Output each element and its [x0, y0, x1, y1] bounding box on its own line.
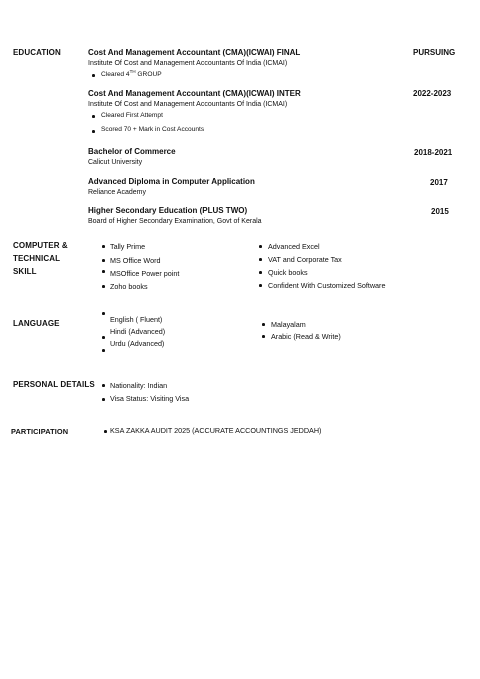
year-bcom: 2018-2021 — [414, 148, 453, 157]
skill-item: Confident With Customized Software — [268, 281, 386, 290]
bullet-icon — [104, 430, 107, 433]
note-scored: Scored 70 + Mark in Cost Accounts — [101, 126, 205, 133]
bullet-icon — [259, 271, 262, 274]
degree-plus-two: Higher Secondary Education (PLUS TWO) — [88, 206, 248, 215]
bullet-icon — [262, 323, 265, 326]
bullet-icon — [92, 130, 95, 133]
institution-diploma: Reliance Academy — [88, 189, 146, 196]
skill-item: Advanced Excel — [268, 242, 320, 251]
skill-item: Quick books — [268, 268, 308, 277]
bullet-icon — [259, 245, 262, 248]
bullet-icon — [259, 258, 262, 261]
institution-bcom: Calicut University — [88, 159, 143, 166]
skill-item: Zoho books — [110, 282, 148, 291]
bullet-icon — [102, 312, 105, 315]
language-heading: LANGUAGE — [13, 319, 60, 328]
bullet-icon — [92, 115, 95, 118]
bullet-icon — [102, 285, 105, 288]
personal-heading: PERSONAL DETAILS — [13, 380, 95, 389]
skill-item: MS Office Word — [110, 256, 161, 265]
skill-item: VAT and Corporate Tax — [268, 255, 342, 264]
language-item: Urdu (Advanced) — [110, 339, 165, 348]
bullet-icon — [102, 349, 105, 352]
institution-plus-two: Board of Higher Secondary Examination, Govt of Kerala — [88, 218, 262, 225]
education-heading: EDUCATION — [13, 48, 61, 57]
note-cleared-group: Cleared 4TH GROUP — [101, 68, 162, 78]
bullet-icon — [262, 335, 265, 338]
bullet-icon — [102, 384, 105, 387]
language-item: Hindi (Advanced) — [110, 327, 166, 336]
note-first-attempt: Cleared First Attempt — [101, 112, 163, 119]
institution-cma-inter: Institute Of Cost and Management Accountants Of India (ICMAI) — [88, 101, 288, 108]
bullet-icon — [102, 336, 105, 339]
degree-bcom: Bachelor of Commerce — [88, 147, 176, 156]
skills-heading: COMPUTER & TECHNICAL SKILL — [13, 241, 68, 276]
language-item: English ( Fluent) — [110, 315, 163, 324]
participation-heading: PARTICIPATION — [11, 427, 69, 436]
personal-item: Visa Status: Visiting Visa — [110, 394, 190, 403]
degree-cma-final: Cost And Management Accountant (CMA)(ICWAI) FINAL — [88, 48, 301, 57]
bullet-icon — [92, 74, 95, 77]
bullet-icon — [102, 259, 105, 262]
bullet-icon — [259, 284, 262, 287]
year-cma-inter: 2022-2023 — [413, 89, 452, 98]
year-diploma: 2017 — [430, 178, 448, 187]
degree-diploma: Advanced Diploma in Computer Application — [88, 177, 255, 186]
language-item: Malayalam — [271, 320, 306, 329]
bullet-icon — [102, 398, 105, 401]
bullet-icon — [102, 245, 105, 248]
language-item: Arabic (Read & Write) — [271, 332, 341, 341]
year-cma-final: PURSUING — [413, 48, 456, 57]
participation-item: KSA ZAKKA AUDIT 2025 (ACCURATE ACCOUNTINGS JEDDAH) — [110, 426, 322, 435]
year-plus-two: 2015 — [431, 207, 449, 216]
institution-cma-final: Institute Of Cost and Management Accountants Of India (ICMAI) — [88, 60, 288, 67]
bullet-icon — [102, 270, 105, 273]
skill-item: MSOffice Power point — [110, 269, 180, 278]
skill-item: Tally Prime — [110, 242, 146, 251]
personal-item: Nationality: Indian — [110, 381, 168, 390]
degree-cma-inter: Cost And Management Accountant (CMA)(ICWAI) INTER — [88, 89, 301, 98]
